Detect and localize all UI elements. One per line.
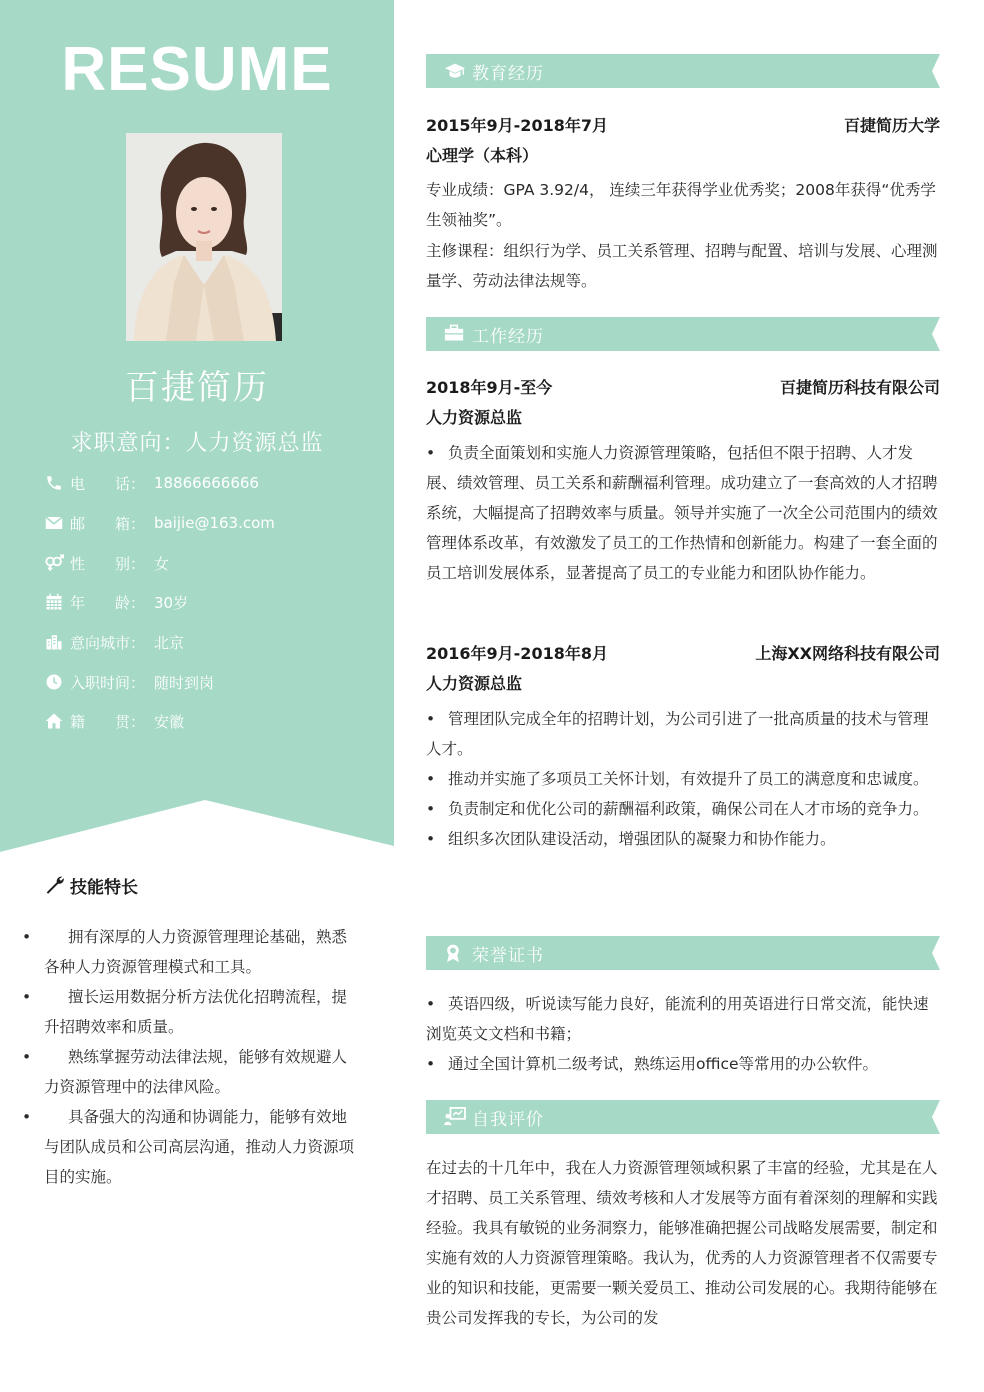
- job-header: [426, 641, 940, 664]
- resume-title: RESUME: [61, 35, 333, 104]
- section-title: 荣誉证书: [472, 946, 544, 966]
- list-item: • 组织多次团队建设活动，增强团队的凝聚力和协作能力。: [426, 824, 938, 854]
- section-header-honors: [426, 936, 940, 970]
- info-value: 女: [154, 554, 170, 573]
- section-title: 教育经历: [472, 64, 544, 84]
- info-age: [44, 590, 188, 614]
- info-label: 意向城市：: [70, 633, 146, 652]
- list-item: • 擅长运用数据分析方法优化招聘流程，提升招聘效率和质量。: [44, 982, 360, 1042]
- info-email: [44, 511, 275, 535]
- info-label: 籍 贯：: [70, 712, 146, 731]
- job-intent: 求职意向：人力资源总监: [70, 431, 324, 456]
- skills-title: 技能特长: [70, 877, 138, 898]
- info-label: 电 话：: [70, 474, 146, 493]
- skills-heading: [44, 872, 138, 898]
- calendar-icon: [44, 592, 64, 612]
- award-icon: [444, 943, 466, 963]
- job-duties: [426, 704, 938, 854]
- info-hometown: [44, 709, 184, 733]
- list-item: • 负责制定和优化公司的薪酬福利政策，确保公司在人才市场的竞争力。: [426, 794, 938, 824]
- info-city: [44, 630, 184, 654]
- home-icon: [44, 711, 64, 731]
- presentation-icon: [444, 1107, 466, 1127]
- info-gender: [44, 551, 169, 575]
- info-value: 18866666666: [154, 474, 259, 492]
- list-item: • 熟练掌握劳动法律法规，能够有效规避人力资源管理中的法律风险。: [44, 1042, 360, 1102]
- info-label: 性 别：: [70, 554, 146, 573]
- list-item: • 具备强大的沟通和协调能力，能够有效地与团队成员和公司高层沟通，推动人力资源项目的实施。: [44, 1102, 360, 1192]
- list-item: • 负责全面策划和实施人力资源管理策略，包括但不限于招聘、人才发展、绩效管理、员工关系和薪酬福利管理。成功建立了一套高效的人才招聘系统，大幅提高了招聘效率与质量。领导并实施了一次全公司范围内的绩效管理体系改革，有效激发了员工的工作热情和创新能力。构建了一套全面的员工培训发展体系，显著提高了员工的专业能力和团队协作能力。: [426, 438, 938, 588]
- education-period: 2015年9月-2018年7月: [426, 116, 608, 135]
- job-period: 2016年9月-2018年8月: [426, 644, 608, 663]
- list-item: • 管理团队完成全年的招聘计划，为公司引进了一批高质量的技术与管理人才。: [426, 704, 938, 764]
- list-item: • 英语四级，听说读写能力良好，能流利的用英语进行日常交流，能快速浏览英文文档和书籍；: [426, 989, 938, 1049]
- self-evaluation-text: 在过去的十几年中，我在人力资源管理领域积累了丰富的经验，尤其是在人才招聘、员工关系管理、绩效考核和人才发展等方面有着深刻的理解和实践经验。我具有敏锐的业务洞察力，能够准确把握公司战略发展需要，制定和实施有效的人力资源管理策略。我认为，优秀的人力资源管理者不仅需要专业的知识和技能，更需要一颗关爱员工、推动公司发展的心。我期待能够在贵公司发挥我的专长，为公司的发: [426, 1159, 938, 1327]
- education-header: [426, 113, 940, 136]
- job-period: 2018年9月-至今: [426, 378, 553, 397]
- school-name: 百捷简历大学: [843, 116, 940, 135]
- graduation-cap-icon: [444, 61, 466, 81]
- info-value: 北京: [154, 633, 185, 652]
- profile-photo: [126, 133, 282, 341]
- info-start-time: [44, 670, 214, 694]
- clock-icon: [44, 672, 64, 692]
- section-header-education: [426, 54, 940, 88]
- education-scores: 专业成绩：GPA 3.92/4， 连续三年获得学业优秀奖；2008年获得“优秀学生领袖奖”。: [426, 181, 936, 229]
- major: 心理学（本科）: [426, 146, 539, 165]
- section-title: 工作经历: [472, 327, 544, 347]
- section-title: 自我评价: [472, 1110, 544, 1130]
- info-label: 年 龄：: [70, 593, 146, 612]
- briefcase-icon: [444, 324, 466, 344]
- info-value: 随时到岗: [154, 673, 215, 692]
- info-label: 入职时间：: [70, 673, 146, 692]
- section-header-work: [426, 317, 940, 351]
- profile-name: 百捷简历: [125, 368, 269, 408]
- honors-list: [426, 989, 938, 1079]
- education-courses: 主修课程：组织行为学、员工关系管理、招聘与配置、培训与发展、心理测量学、劳动法律法规等。: [426, 242, 938, 290]
- gender-icon: [44, 553, 64, 573]
- job-duties: [426, 438, 938, 588]
- job-position: 人力资源总监: [426, 674, 523, 693]
- company-name: 上海XX网络科技有限公司: [755, 644, 940, 663]
- info-value: 30岁: [154, 593, 189, 612]
- info-phone: [44, 471, 259, 495]
- info-value: baijie@163.com: [154, 514, 275, 532]
- sidebar: [0, 0, 394, 1392]
- info-label: 邮 箱：: [70, 514, 146, 533]
- section-header-self-evaluation: [426, 1100, 940, 1134]
- phone-icon: [44, 473, 64, 493]
- skills-list: [44, 922, 360, 1192]
- company-name: 百捷简历科技有限公司: [779, 378, 940, 397]
- job-position: 人力资源总监: [426, 408, 523, 427]
- list-item: • 拥有深厚的人力资源管理理论基础，熟悉各种人力资源管理模式和工具。: [44, 922, 360, 982]
- city-icon: [44, 632, 64, 652]
- wrench-icon: [44, 874, 66, 896]
- info-value: 安徽: [154, 712, 185, 731]
- list-item: • 通过全国计算机二级考试，熟练运用office等常用的办公软件。: [426, 1049, 938, 1079]
- job-header: [426, 375, 940, 398]
- list-item: • 推动并实施了多项员工关怀计划，有效提升了员工的满意度和忠诚度。: [426, 764, 938, 794]
- mail-icon: [44, 513, 64, 533]
